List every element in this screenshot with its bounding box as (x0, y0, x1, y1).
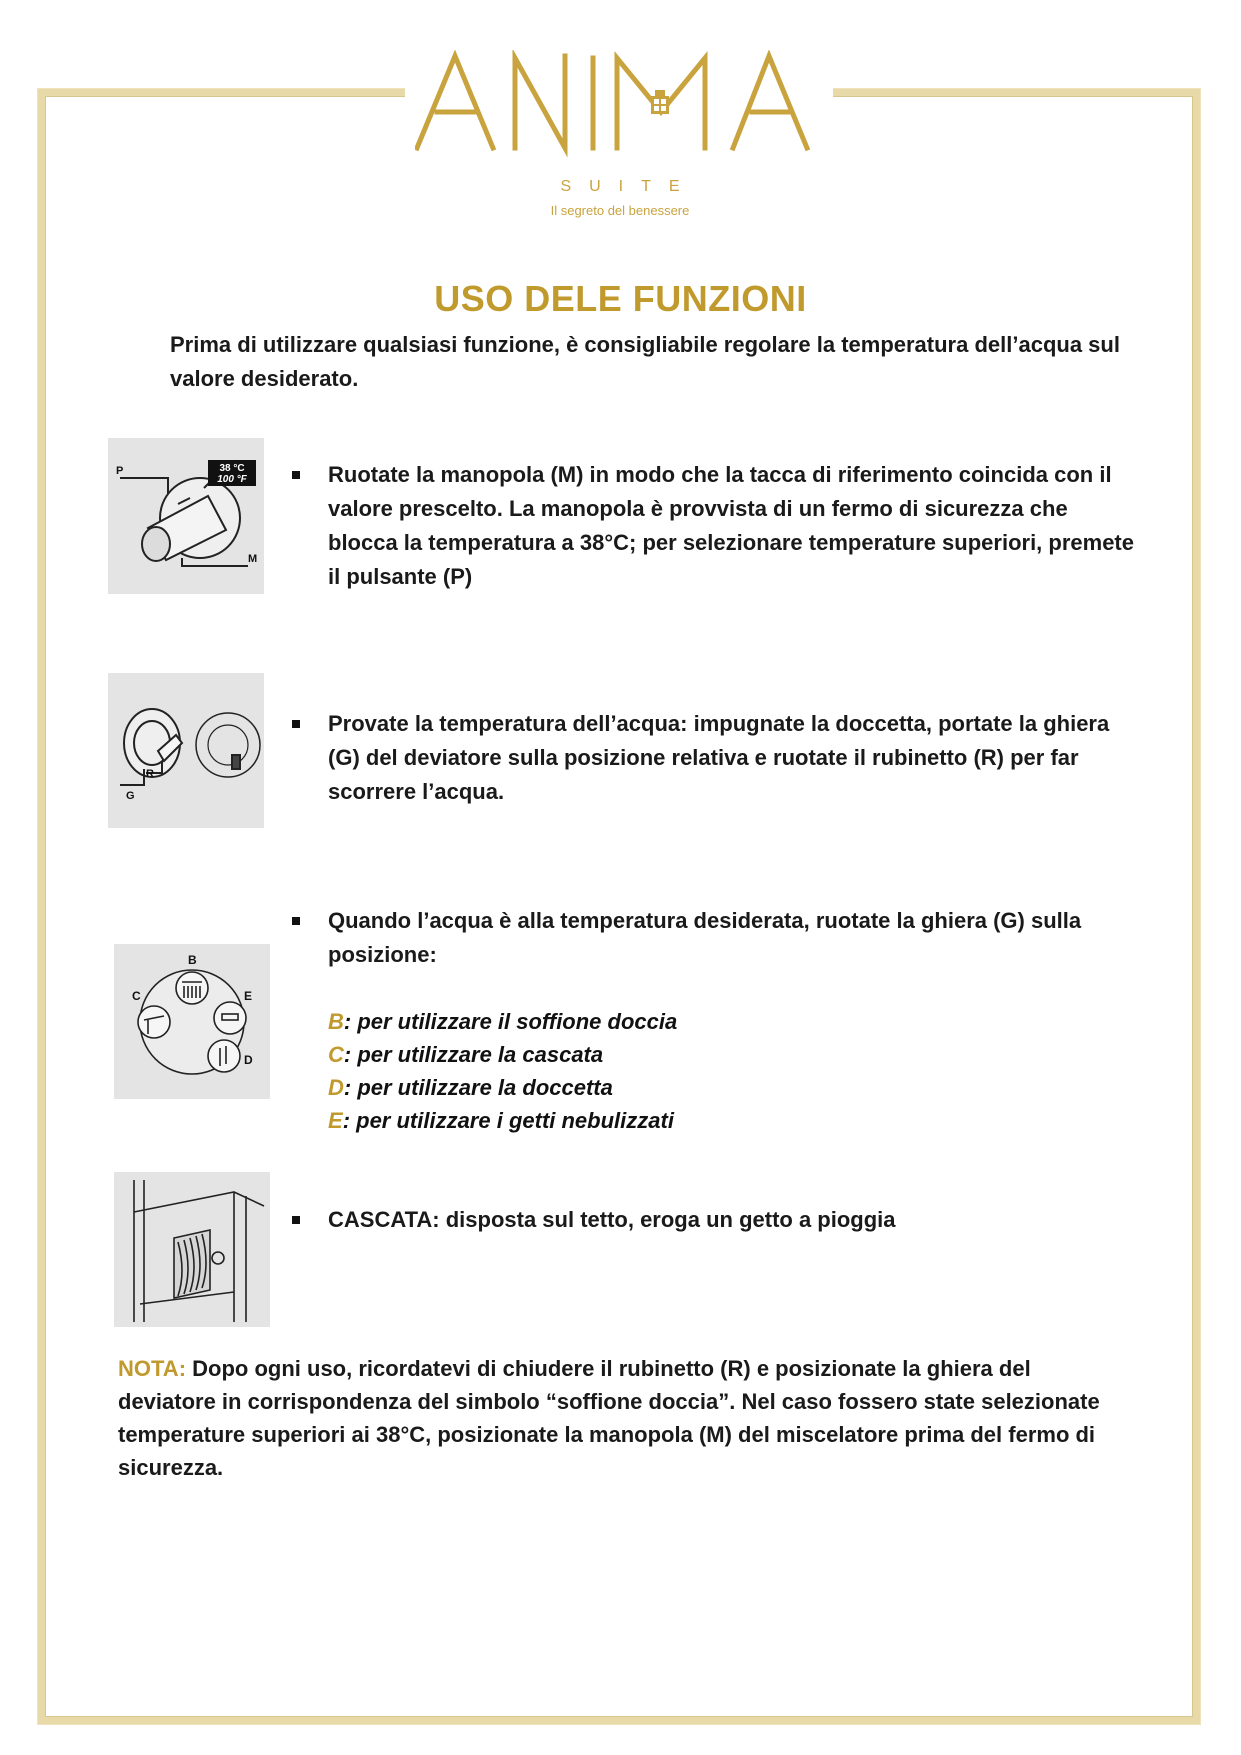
dial-e-label: E (244, 989, 253, 1003)
bullet-square-icon (292, 471, 300, 479)
selector-dial-figure (114, 944, 270, 1099)
section-1-bullet (292, 458, 1142, 594)
option-e: E: per utilizzare i getti nebulizzati (328, 1108, 674, 1133)
knob-p-label: P (116, 465, 124, 477)
knob-temp-f-label: 100 °F (217, 474, 247, 485)
intro-paragraph: Prima di utilizzare qualsiasi funzione, è consigliabile regolare la temperatura dell’acqua sul valore desiderato. (170, 332, 1120, 391)
note-label: NOTA: (118, 1356, 187, 1381)
dial-b-label: B (188, 953, 197, 967)
dial-c-label: C (132, 989, 141, 1003)
knob-temp-c-label: 38 °C (219, 463, 245, 474)
note-paragraph (118, 1352, 1128, 1484)
section-3-text: Quando l’acqua è alla temperatura desiderata, ruotate la ghiera (G) sulla posizione: (328, 908, 1082, 967)
option-b: B: per utilizzare il soffione doccia (328, 1009, 678, 1034)
diverter-r-label: R (146, 768, 154, 780)
bullet-square-icon (292, 1216, 300, 1224)
knob-m-label: M (248, 553, 258, 565)
logo-tagline: Il segreto del benessere (550, 203, 690, 218)
diverter-g-label: G (126, 790, 135, 802)
bullet-square-icon (292, 720, 300, 728)
options-list (328, 1005, 1142, 1137)
note-text: Dopo ogni uso, ricordatevi di chiudere il rubinetto (R) e posizionate la ghiera del deviatore in corrispondenza del simbolo “soffione doccia”. Nel caso fossero state selezionate temperature superiori ai 38°C, posizionate la manopola (M) del miscelatore prima del fermo di sicurezza. (118, 1356, 1100, 1480)
bullet-square-icon (292, 917, 300, 925)
diverter-tap-figure (108, 673, 264, 828)
section-1-text: Ruotate la manopola (M) in modo che la tacca di riferimento coincida con il valore prescelto. La manopola è provvista di un fermo di sicurezza che blocca la temperatura a 38°C; per selezionare temperature superiori, premete il pulsante (P) (328, 462, 1134, 589)
cascata-figure (114, 1172, 270, 1327)
section-3-bullet (292, 904, 1142, 1137)
section-2-text: Provate la temperatura dell’acqua: impugnate la doccetta, portate la ghiera (G) del deviatore sulla posizione relativa e ruotate il rubinetto (R) per far scorrere l’acqua. (328, 711, 1110, 804)
page-title: USO DELE FUNZIONI (434, 278, 807, 319)
section-2-bullet (292, 707, 1142, 809)
option-c: C: per utilizzare la cascata (328, 1042, 604, 1067)
logo-suite: SUITE (560, 178, 698, 195)
dial-d-label: D (244, 1053, 253, 1067)
anima-logo (415, 50, 825, 222)
option-d: D: per utilizzare la doccetta (328, 1075, 613, 1100)
section-4-bullet (292, 1203, 1142, 1237)
section-4-text: CASCATA: disposta sul tetto, eroga un getto a pioggia (328, 1207, 896, 1232)
thermostat-knob-figure (108, 438, 264, 594)
